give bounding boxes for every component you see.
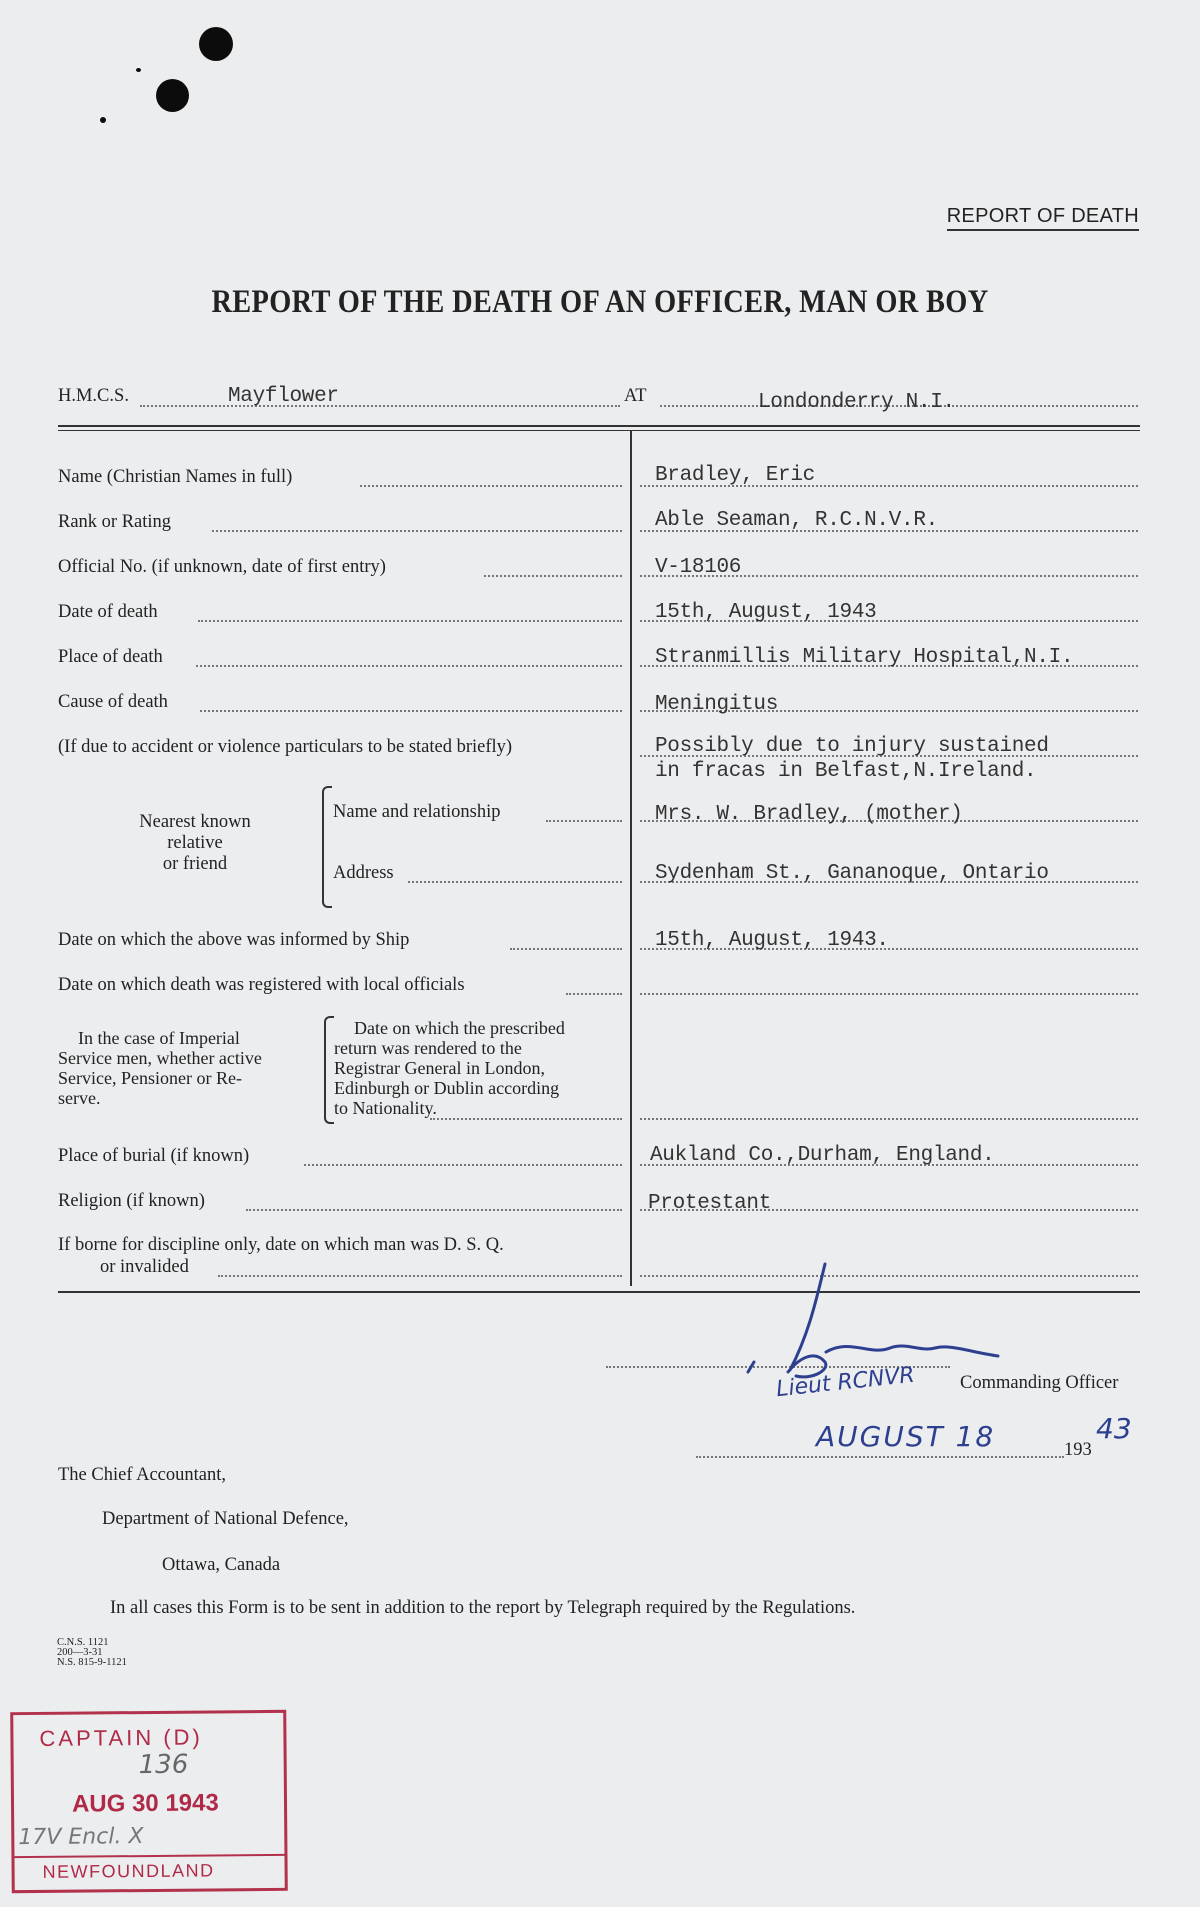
form-code: C.N.S. 1121 200—3-31 N.S. 815-9-1121 (57, 1637, 127, 1668)
addressee-line2: Department of National Defence, (102, 1509, 349, 1529)
report-tag: REPORT OF DEATH (947, 205, 1139, 231)
official-no-value: V-18106 (655, 556, 742, 579)
page-title: REPORT OF THE DEATH OF AN OFFICER, MAN OR BOY (211, 284, 989, 320)
bracket (322, 786, 332, 908)
relative-name-label: Name and relationship (333, 802, 501, 822)
place-of-death-label: Place of death (58, 647, 163, 667)
informed-value: 15th, August, 1943. (655, 929, 889, 952)
date-of-death-value: 15th, August, 1943 (655, 601, 877, 624)
imperial-right: Date on which the prescribed return was rendered to the Registrar General in London, Edinburgh or Dublin according to Nationality. (334, 1018, 565, 1118)
regulations-note: In all cases this Form is to be sent in addition to the report by Telegraph required by the Regulations. (110, 1598, 856, 1618)
name-label: Name (Christian Names in full) (58, 467, 293, 487)
year-prefix: 193 (1064, 1440, 1092, 1460)
discipline-label-line2: or invalided (100, 1257, 189, 1277)
bracket (324, 1016, 334, 1124)
stamp-handwritten-note: 17V Encl. X (18, 1824, 144, 1851)
registered-label: Date on which death was registered with local officials (58, 975, 465, 995)
imperial-left: In the case of Imperial Service men, whether active Service, Pensioner or Re- serve. (58, 1028, 262, 1108)
cause-of-death-value: Meningitus (655, 693, 779, 716)
stamp-date: AUG 30 1943 (71, 1789, 219, 1818)
punch-hole (136, 68, 141, 72)
relative-address-label: Address (333, 863, 394, 883)
place-of-death-value: Stranmillis Military Hospital,N.I. (655, 646, 1074, 669)
name-value: Bradley, Eric (655, 464, 815, 487)
discipline-label-line1: If borne for discipline only, date on which man was D. S. Q. (58, 1235, 504, 1255)
stamp-location: NEWFOUNDLAND (42, 1860, 215, 1882)
religion-value: Protestant (648, 1192, 772, 1215)
at-value: Londonderry N.I. (758, 391, 955, 414)
rank-value: Able Seaman, R.C.N.V.R. (655, 509, 938, 532)
addressee-line3: Ottawa, Canada (162, 1555, 281, 1575)
ship-value: Mayflower (228, 385, 339, 408)
at-label: AT (624, 386, 647, 406)
burial-value: Aukland Co.,Durham, England. (650, 1144, 995, 1167)
official-no-label: Official No. (if unknown, date of first entry) (58, 557, 386, 577)
stamp-handwritten-number: 136 (138, 1749, 189, 1781)
stamp-title: CAPTAIN (D) (39, 1724, 203, 1751)
commanding-officer-label: Commanding Officer (960, 1373, 1119, 1393)
punch-hole (156, 79, 189, 112)
year-handwritten: 43 (1096, 1412, 1132, 1445)
addressee-line1: The Chief Accountant, (58, 1465, 226, 1485)
ship-label: H.M.C.S. (58, 386, 129, 406)
informed-label: Date on which the above was informed by Ship (58, 930, 410, 950)
relative-name-value: Mrs. W. Bradley, (mother) (655, 803, 963, 826)
rank-label: Rank or Rating (58, 512, 172, 532)
punch-hole (100, 117, 106, 123)
rank-note: Lieut RCNVR (775, 1362, 916, 1403)
nearest-group-label: Nearest known relative or friend (139, 812, 251, 874)
particulars-label: (If due to accident or violence particulars to be stated briefly) (58, 737, 513, 757)
date-of-death-label: Date of death (58, 602, 158, 622)
particulars-value-line2: in fracas in Belfast,N.Ireland. (655, 760, 1037, 783)
burial-label: Place of burial (if known) (58, 1146, 250, 1166)
captain-stamp (10, 1710, 288, 1893)
religion-label: Religion (if known) (58, 1191, 205, 1211)
relative-address-value: Sydenham St., Gananoque, Ontario (655, 862, 1049, 885)
punch-hole (199, 27, 233, 61)
signature-date: AUGUST 18 (816, 1420, 996, 1453)
particulars-value-line1: Possibly due to injury sustained (655, 735, 1049, 758)
cause-of-death-label: Cause of death (58, 692, 168, 712)
